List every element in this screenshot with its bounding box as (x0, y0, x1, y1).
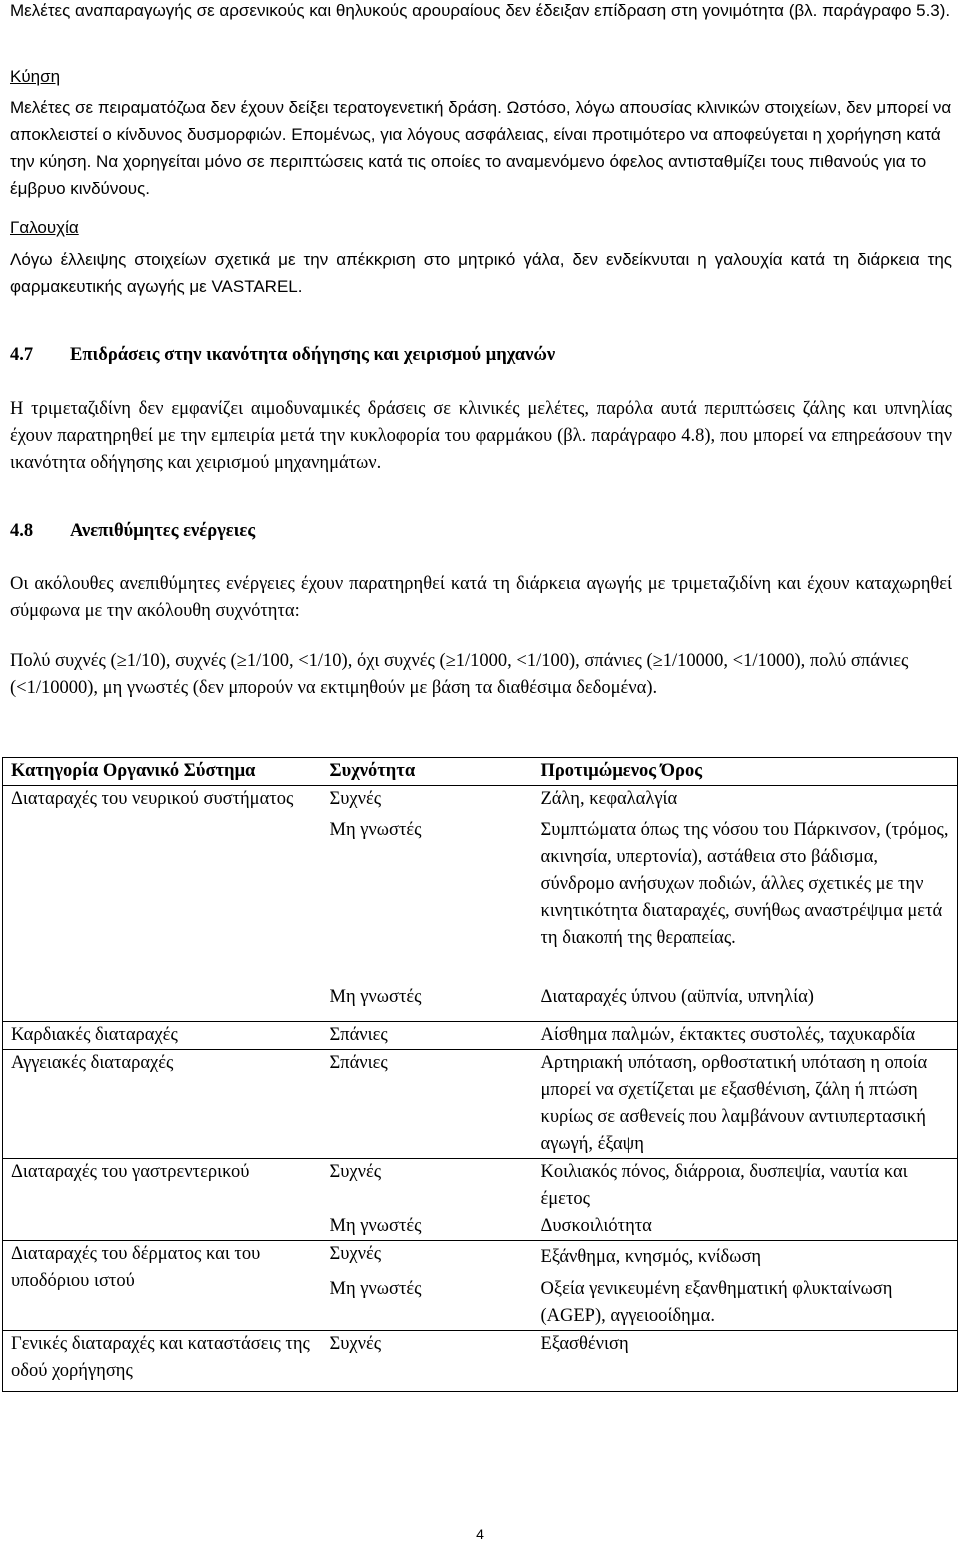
lactation-paragraph: Λόγω έλλειψης στοιχείων σχετικά με την απέκκριση στο μητρικό γάλα, δεν ενδείκνυται η γαλουχία κατά τη διάρκεια της φαρμακευτικής αγωγής με VASTAREL. (10, 250, 952, 296)
frequency-cell: Σπάνιες (322, 1050, 533, 1159)
pregnancy-paragraph: Μελέτες σε πειραματόζωα δεν έχουν δείξει τερατογενετική δράση. Ωστόσο, λόγω απουσίας κλινικών στοιχείων, δεν μπορεί να αποκλειστεί ο κίνδυνος δυσμορφιών. Επομένως, για λόγους ασφάλειας, είναι προτιμότερο να αποφεύγεται η χορήγηση κατά την κύηση. Να χορηγείται μόνο σε περιπτώσεις κατά τις οποίες το αναμενόμενο όφελος αντισταθμίζει τους πιθανούς για το έμβρυο κινδύνους. (10, 98, 952, 198)
frequency-cell: Συχνές (322, 1241, 533, 1272)
term-cell: Αίσθημα παλμών, έκτακτες συστολές, ταχυκαρδία (533, 1022, 958, 1050)
section-4-7-text: Η τριμεταζιδίνη δεν εμφανίζει αιμοδυναμικές δράσεις σε κλινικές μελέτες, παρόλα αυτά περιπτώσεις ζάλης και υπνηλίας έχουν παρατηρηθεί με την εμπειρία μετά την κυκλοφορία του φαρμάκου (βλ. παράγραφο 4.8), που μπορεί να επηρεάσουν την ικανότητα οδήγησης και χειρισμού μηχανημάτων. (10, 399, 952, 473)
term-cell: Ζάλη, κεφαλαλγία (533, 786, 958, 814)
term-cell: Αρτηριακή υπόταση, ορθοστατική υπόταση η οποία μπορεί να σχετίζεται με εξασθένιση, ζάλη ή πτώση κυρίως σε ασθενείς που λαμβάνουν αντιυπερτασική αγωγή, έξαψη (533, 1050, 958, 1159)
fertility-paragraph: Μελέτες αναπαραγωγής σε αρσενικούς και θηλυκούς αρουραίους δεν έδειξαν επίδραση στη γονιμότητα (βλ. παράγραφο 5.3). (10, 1, 951, 20)
header-soc: Κατηγορία Οργανικό Σύστημα (3, 758, 322, 786)
frequency-cell: Σπάνιες (322, 1022, 533, 1050)
term-cell: Κοιλιακός πόνος, διάρροια, δυσπεψία, ναυτία και έμετος (533, 1159, 958, 1214)
term-cell: Δυσκοιλιότητα (540, 1216, 652, 1236)
header-frequency: Συχνότητα (322, 758, 533, 786)
table-row (3, 1050, 958, 1159)
frequency-cell: Μη γνωστές (329, 987, 422, 1007)
section-number: 4.7 (10, 345, 34, 365)
frequency-cell: Συχνές (322, 786, 533, 814)
frequency-definitions: Πολύ συχνές (≥ 1/10), συχνές (≥ 1/100, <1/10), όχι συχνές (≥ 1/1000, <1/100), σπάνιες (≥ 1/10000, <1/1000), πολύ σπάνιες (<1/10000), μη γνωστές (δεν μπορούν να εκτιμηθούν με βάση τα διαθέσιμα δεδομένα). (10, 648, 952, 702)
adverse-reactions-table (2, 757, 958, 1392)
soc-cell: Γενικές διαταραχές και καταστάσεις της οδού χορήγησης (3, 1331, 322, 1392)
soc-cell: Καρδιακές διαταραχές (3, 1022, 322, 1050)
soc-cell: Διαταραχές του νευρικού συστήματος (3, 786, 322, 1022)
term-cell: Διαταραχές ύπνου (αϋπνία, υπνηλία) (540, 987, 814, 1007)
pregnancy-heading: Κύηση (10, 67, 61, 86)
section-4-7-heading (10, 342, 555, 369)
frequency-cell: Συχνές (322, 1159, 533, 1214)
term-cell: Εξάνθημα, κνησμός, κνίδωση (533, 1241, 958, 1272)
page-number: 4 (476, 1526, 484, 1542)
soc-cell: Διαταραχές του γαστρεντερικού (3, 1159, 322, 1241)
soc-cell: Αγγειακές διαταραχές (3, 1050, 322, 1159)
frequency-cell: Μη γνωστές (329, 1279, 422, 1299)
table-row (3, 1331, 958, 1392)
header-term: Προτιμώμενος Όρος (533, 758, 958, 786)
frequency-cell: Μη γνωστές (329, 1216, 422, 1236)
lactation-heading: Γαλουχία (10, 218, 79, 237)
section-4-8-heading (10, 518, 255, 545)
soc-cell: Διαταραχές του δέρματος και του υποδόριου ιστού (3, 1241, 322, 1331)
table-row (3, 1022, 958, 1050)
section-title: Ανεπιθύμητες ενέργειες (70, 521, 256, 541)
section-number: 4.8 (10, 521, 34, 541)
table-row (3, 786, 958, 814)
table-header-row (3, 758, 958, 786)
table-row (3, 1241, 958, 1272)
section-4-8-intro: Οι ακόλουθες ανεπιθύμητες ενέργειες έχουν παρατηρηθεί κατά τη διάρκεια αγωγής με τριμεταζιδίνη και έχουν καταχωρηθεί σύμφωνα με την ακόλουθη συχνότητα: (10, 574, 952, 621)
table-row (3, 1159, 958, 1214)
term-cell: Οξεία γενικευμένη εξανθηματική φλυκταίνωση (AGEP), αγγειοοίδημα. (540, 1279, 893, 1326)
frequency-cell: Μη γνωστές (329, 820, 422, 840)
term-cell: Εξασθένιση (533, 1331, 958, 1392)
term-cell: Συμπτώματα όπως της νόσου του Πάρκινσον, (τρόμος, ακινησία, υπερτονία), αστάθεια στο βάδισμα, σύνδρομο ανήσυχων ποδιών, άλλες σχετικές με την κινητικότητα διαταραχές, συνήθως αναστρέψιμα μετά τη διακοπή της θεραπείας. (540, 820, 949, 948)
frequency-cell: Συχνές (322, 1331, 533, 1392)
section-title: Επιδράσεις στην ικανότητα οδήγησης και χειρισμού μηχανών (70, 345, 556, 365)
